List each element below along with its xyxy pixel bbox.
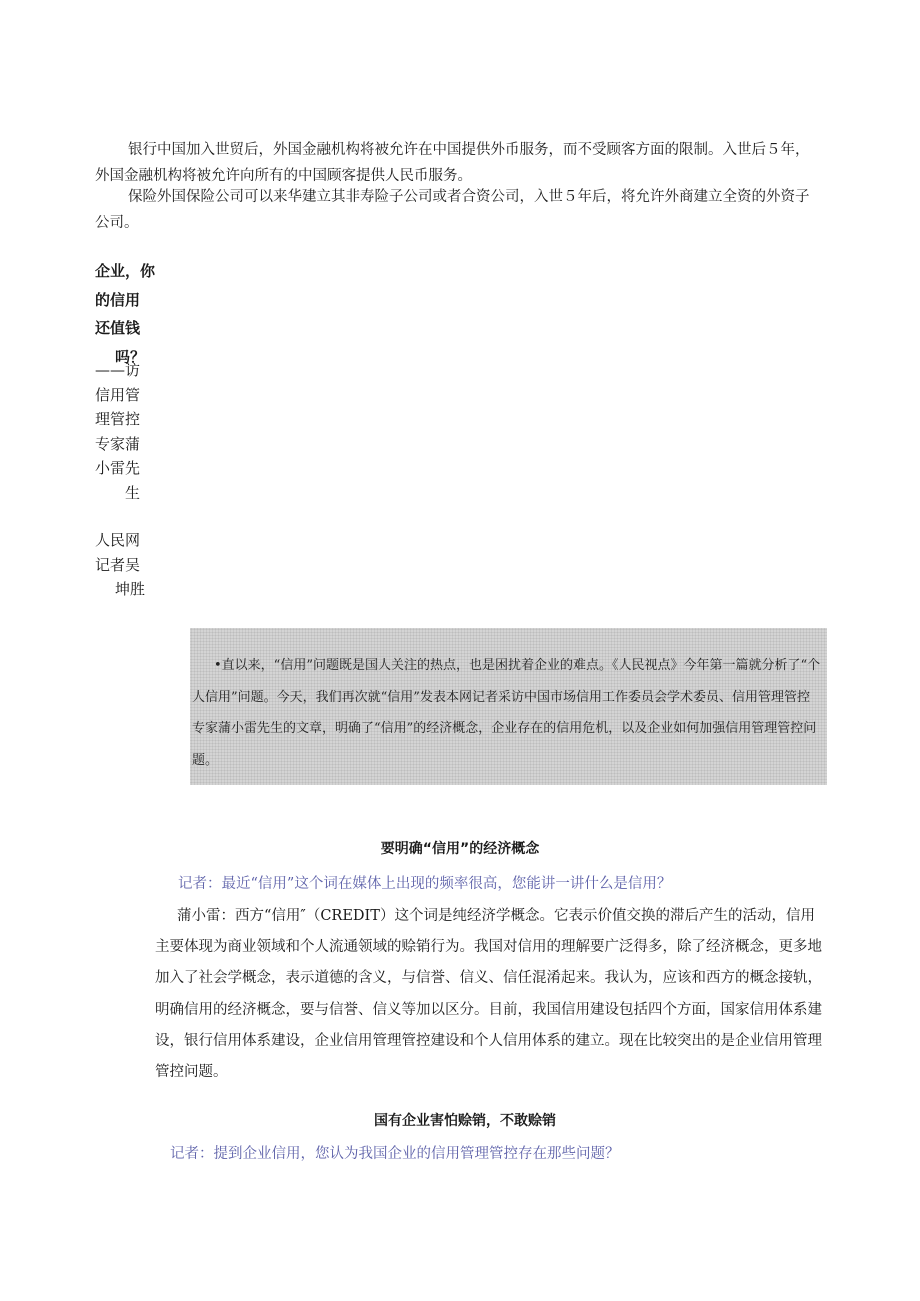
article-title-line: 还值钱 <box>95 319 141 337</box>
answer-paragraph-1: 蒲小雷：西方“信用″（CREDIT）这个词是纯经济学概念。它表示价值交换的滞后产生的活动，信用主要体现为商业领域和个人流通领域的赊销行为。我国对信用的理解要广泛得多，除了经济概念，更多地加入了社会学概念，表示道德的含义，与信誉、信义、信任混淆起来。我认为，应该和西方的概念接轨，明确信用的经济概念，要与信誉、信义等加以区分。目前，我国信用建设包括四个方面，国家信用体系建设，银行信用体系建设，企业信用管理管控建设和个人信用体系的建立。现在比较突出的是企业信用管理管控问题。 <box>155 908 822 1081</box>
article-title-line: 的信用 <box>95 290 141 309</box>
article-byline-line: 记者吴 <box>95 555 141 574</box>
article-subtitle-line: 小雷先 <box>95 459 141 477</box>
article-subtitle <box>95 358 157 505</box>
summary-box <box>190 628 827 785</box>
article-subtitle-line: 信用管 <box>95 385 141 404</box>
article-subtitle-line: 专家蒲 <box>95 434 141 453</box>
article-subtitle-line: 生 <box>125 483 141 502</box>
article-subtitle-line: 理管控 <box>95 410 141 428</box>
article-title <box>95 259 157 369</box>
reporter-question-1: 记者：最近“信用”这个词在媒体上出现的频率很高，您能讲一讲什么是信用？ <box>178 876 672 892</box>
article-byline-line: 人民网 <box>95 531 141 549</box>
article-byline-line: 坤胜 <box>115 580 146 598</box>
section-heading-credit-concept: 要明确“信用”的经济概念 <box>380 841 540 857</box>
article-title-line: 吗？ <box>115 347 146 366</box>
summary-text: •直以来，“信用”问题既是国人关注的热点，也是困扰着企业的难点。《人民视点》今年第一篇就分析了“个人信用”问题。今天，我们再次就“信用”发表本网记者采访中国市场信用工作委员会学术委员、信用管理管控专家蒲小雷先生的文章，明确了“信用”的经济概念，企业存在的信用危机，以及企业如何加强信用管理管控问题。 <box>192 658 821 768</box>
reporter-question-2: 记者：提到企业信用，您认为我国企业的信用管理管控存在那些问题？ <box>170 1146 620 1162</box>
intro-paragraph-banking: 银行中国加入世贸后，外国金融机构将被允许在中国提供外币服务，而不受顾客方面的限制。入世后５年，外国金融机构将被允许向所有的中国顾客提供人民币服务。 <box>95 142 810 184</box>
article-subtitle-line: ——访 <box>95 361 141 379</box>
article-title-line: 企业，你 <box>95 262 156 280</box>
section-heading-state-enterprise: 国有企业害怕赊销，不敢赊销 <box>374 1113 556 1129</box>
article-byline <box>95 528 157 602</box>
intro-paragraph-insurance: 保险外国保险公司可以来华建立其非寿险子公司或者合资公司，入世５年后，将允许外商建立全资的外资子公司。 <box>95 189 810 231</box>
